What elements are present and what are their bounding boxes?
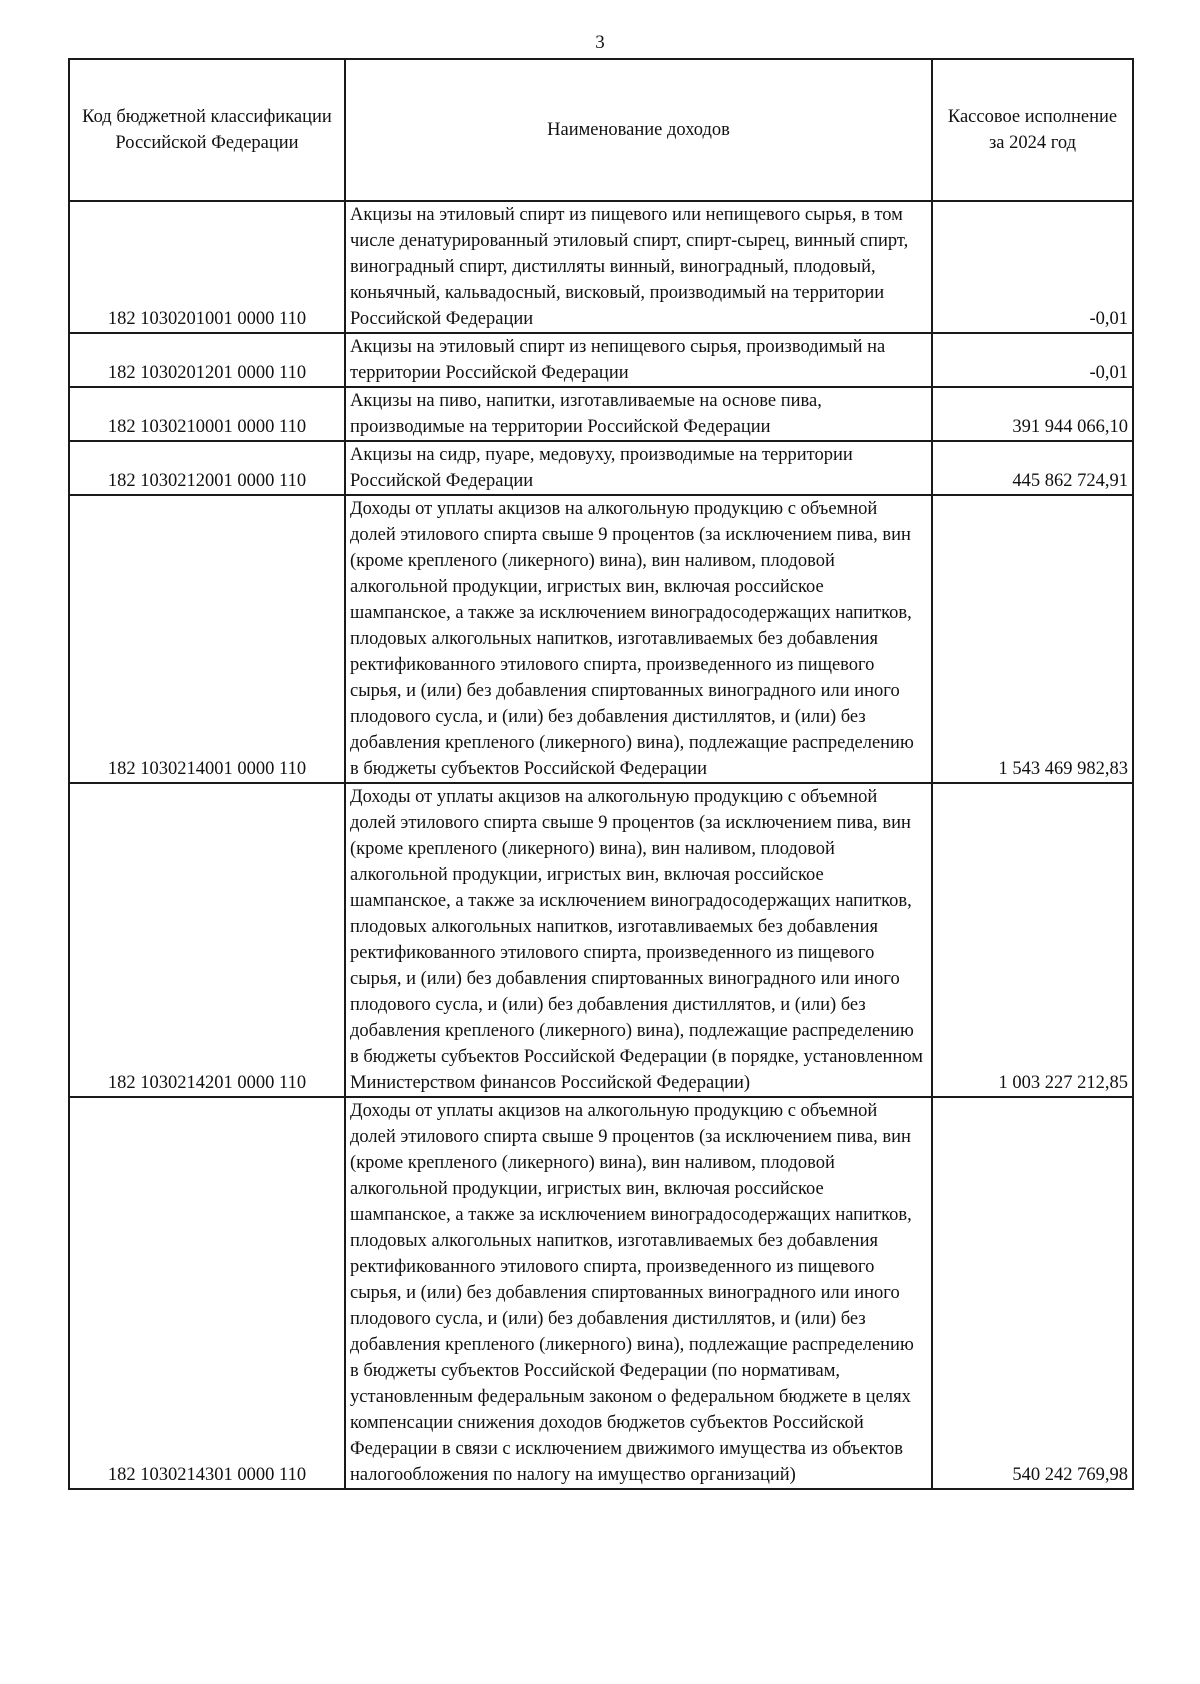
row-amount: 1 543 469 982,83 [932,495,1133,783]
row-code: 182 1030214201 0000 110 [69,783,345,1097]
row-code: 182 1030201201 0000 110 [69,333,345,387]
table-row [69,441,1133,495]
row-name: Доходы от уплаты акцизов на алкогольную продукцию с объемной долей этилового спирта свыше 9 процентов (за исключением пива, вин (кроме крепленого (ликерного) вина), вин наливом, плодовой алкогольной продукции, игристых вин, включая российское шампанское, а также за исключением виноградосодержащих напитков, плодовых алкогольных напитков, изготавливаемых без добавления ректификованного этилового спирта, произведенного из пищевого сырья, и (или) без добавления спиртованных виноградного или иного плодового сусла, и (или) без добавления дистиллятов, и (или) без добавления крепленого (ликерного) вина), подлежащие распределению в бюджеты субъектов Российской Федерации (по нормативам, установленным федеральным законом о федеральном бюджете в целях компенсации снижения доходов бюджетов субъектов Российской Федерации в связи с исключением движимого имущества из объектов налогообложения по налогу на имущество организаций) [345,1097,932,1489]
row-code: 182 1030214001 0000 110 [69,495,345,783]
row-amount: 391 944 066,10 [932,387,1133,441]
header-name: Наименование доходов [345,59,932,201]
table-header-row [69,59,1133,201]
row-amount: -0,01 [932,333,1133,387]
header-code: Код бюджетной классификации Российской Федерации [69,59,345,201]
row-name: Акцизы на этиловый спирт из непищевого сырья, производимый на территории Российской Федерации [345,333,932,387]
row-name: Акцизы на этиловый спирт из пищевого или непищевого сырья, в том числе денатурированный этиловый спирт, спирт-сырец, винный спирт, виноградный спирт, дистилляты винный, виноградный, плодовый, коньячный, кальвадосный, висковый, производимый на территории Российской Федерации [345,201,932,333]
row-name: Доходы от уплаты акцизов на алкогольную продукцию с объемной долей этилового спирта свыше 9 процентов (за исключением пива, вин (кроме крепленого (ликерного) вина), вин наливом, плодовой алкогольной продукции, игристых вин, включая российское шампанское, а также за исключением виноградосодержащих напитков, плодовых алкогольных напитков, изготавливаемых без добавления ректификованного этилового спирта, произведенного из пищевого сырья, и (или) без добавления спиртованных виноградного или иного плодового сусла, и (или) без добавления дистиллятов, и (или) без добавления крепленого (ликерного) вина), подлежащие распределению в бюджеты субъектов Российской Федерации (в порядке, установленном Министерством финансов Российской Федерации) [345,783,932,1097]
row-code: 182 1030214301 0000 110 [69,1097,345,1489]
table-row [69,201,1133,333]
table-row [69,495,1133,783]
row-code: 182 1030210001 0000 110 [69,387,345,441]
table-row [69,783,1133,1097]
row-code: 182 1030212001 0000 110 [69,441,345,495]
table-row [69,1097,1133,1489]
table-row [69,387,1133,441]
page-number: 3 [595,32,605,53]
table-row [69,333,1133,387]
row-amount: 540 242 769,98 [932,1097,1133,1489]
row-name: Доходы от уплаты акцизов на алкогольную продукцию с объемной долей этилового спирта свыше 9 процентов (за исключением пива, вин (кроме крепленого (ликерного) вина), вин наливом, плодовой алкогольной продукции, игристых вин, включая российское шампанское, а также за исключением виноградосодержащих напитков, плодовых алкогольных напитков, изготавливаемых без добавления ректификованного этилового спирта, произведенного из пищевого сырья, и (или) без добавления спиртованных виноградного или иного плодового сусла, и (или) без добавления дистиллятов, и (или) без добавления крепленого (ликерного) вина), подлежащие распределению в бюджеты субъектов Российской Федерации [345,495,932,783]
revenue-table [68,58,1134,1490]
row-code: 182 1030201001 0000 110 [69,201,345,333]
row-name: Акцизы на сидр, пуаре, медовуху, производимые на территории Российской Федерации [345,441,932,495]
header-amount: Кассовое исполнение за 2024 год [932,59,1133,201]
row-amount: -0,01 [932,201,1133,333]
row-amount: 445 862 724,91 [932,441,1133,495]
row-name: Акцизы на пиво, напитки, изготавливаемые на основе пива, производимые на территории Российской Федерации [345,387,932,441]
row-amount: 1 003 227 212,85 [932,783,1133,1097]
